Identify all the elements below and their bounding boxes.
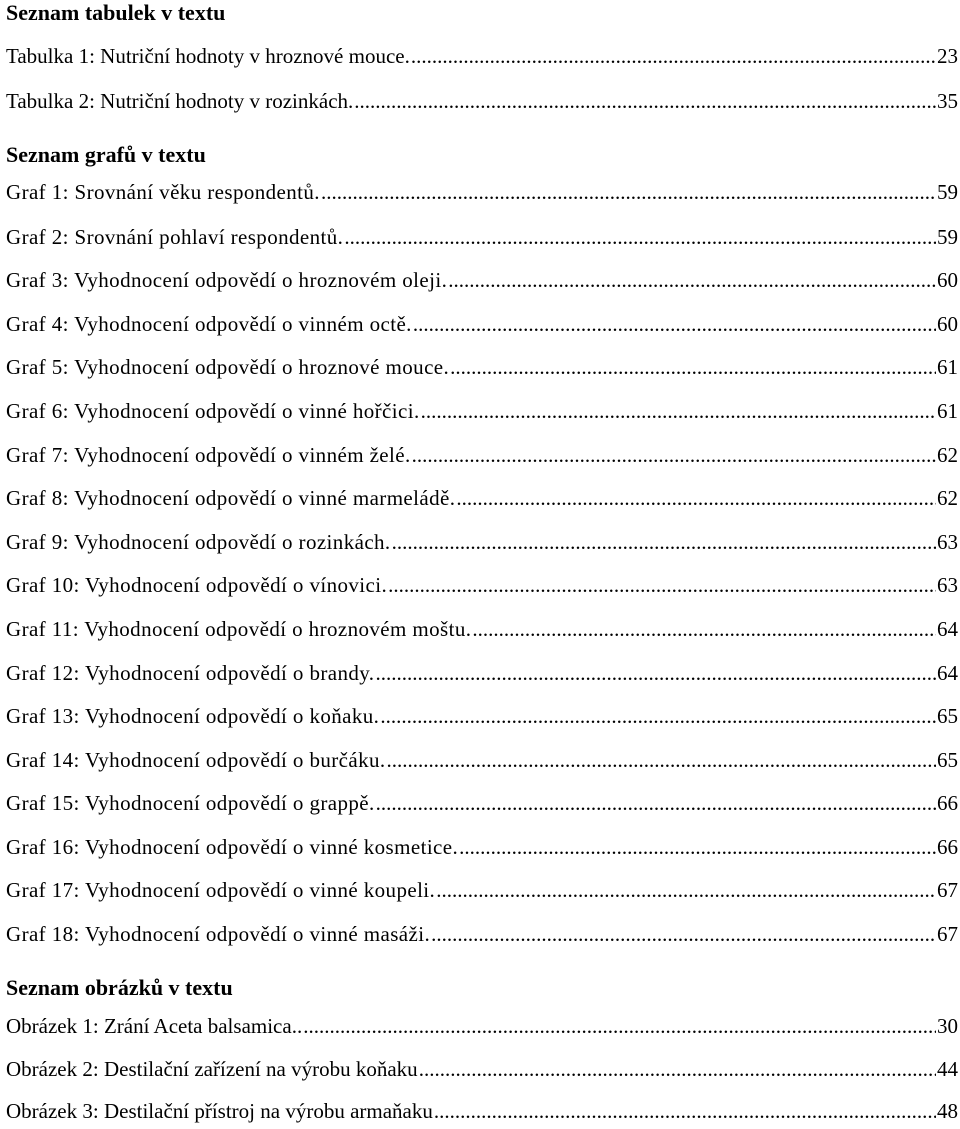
- toc-entry-table-1[interactable]: [6, 41, 958, 71]
- dot-leader: [376, 788, 936, 818]
- entry-label: Graf 2: Srovnání pohlaví respondentů.: [6, 225, 344, 249]
- toc-entry-graph-16[interactable]: [6, 832, 958, 862]
- toc-entry-graph-12[interactable]: [6, 658, 958, 688]
- page-number: 67: [937, 922, 958, 946]
- entry-label: Graf 14: Vyhodnocení odpovědí o burčáku.: [6, 748, 386, 772]
- page-number: 59: [937, 180, 958, 204]
- page-number: 63: [937, 573, 958, 597]
- page-number: 59: [937, 225, 958, 249]
- dot-leader: [472, 614, 936, 644]
- dot-leader: [434, 1096, 936, 1126]
- page-number: 63: [937, 530, 958, 554]
- toc-entry-graph-11[interactable]: [6, 614, 958, 644]
- entry-label: Graf 11: Vyhodnocení odpovědí o hroznovém moštu.: [6, 617, 472, 641]
- dot-leader: [456, 483, 936, 513]
- dot-leader: [431, 919, 936, 949]
- dot-leader: [387, 745, 936, 775]
- page-number: 60: [937, 268, 958, 292]
- toc-entry-graph-5[interactable]: [6, 352, 958, 382]
- dot-leader: [303, 1011, 936, 1041]
- page-number: 23: [937, 44, 958, 68]
- entry-label: Graf 18: Vyhodnocení odpovědí o vinné masáži.: [6, 922, 431, 946]
- page-number: 64: [937, 661, 958, 685]
- entry-label: Obrázek 1: Zrání Aceta balsamica..: [6, 1014, 303, 1038]
- tables-list-heading: Seznam tabulek v textu: [6, 0, 226, 25]
- entry-label: Graf 9: Vyhodnocení odpovědí o rozinkách.: [6, 530, 391, 554]
- page-number: 48: [937, 1099, 958, 1123]
- dot-leader: [380, 701, 936, 731]
- dot-leader: [448, 265, 936, 295]
- dot-leader: [392, 527, 936, 557]
- dot-leader: [419, 1054, 936, 1084]
- page-number: 64: [937, 617, 958, 641]
- entry-label: Graf 5: Vyhodnocení odpovědí o hroznové mouce.: [6, 355, 450, 379]
- toc-entry-graph-4[interactable]: [6, 309, 958, 339]
- page-number: 44: [937, 1057, 958, 1081]
- dot-leader: [344, 222, 936, 252]
- entry-label: Graf 12: Vyhodnocení odpovědí o brandy.: [6, 661, 375, 685]
- page-number: 65: [937, 748, 958, 772]
- page-number: 61: [937, 355, 958, 379]
- dot-leader: [412, 440, 936, 470]
- entry-label: Graf 8: Vyhodnocení odpovědí o vinné marmeládě.: [6, 486, 456, 510]
- page-number: 61: [937, 399, 958, 423]
- images-list-heading: Seznam obrázků v textu: [6, 975, 233, 1000]
- toc-entry-graph-9[interactable]: [6, 527, 958, 557]
- toc-entry-graph-18[interactable]: [6, 919, 958, 949]
- page-number: 66: [937, 835, 958, 859]
- toc-entry-graph-14[interactable]: [6, 745, 958, 775]
- entry-label: Graf 10: Vyhodnocení odpovědí o vínovici.: [6, 573, 388, 597]
- entry-label: Graf 3: Vyhodnocení odpovědí o hroznovém oleji.: [6, 268, 448, 292]
- page-number: 66: [937, 791, 958, 815]
- toc-entry-graph-10[interactable]: [6, 570, 958, 600]
- dot-leader: [413, 309, 936, 339]
- entry-label: Graf 15: Vyhodnocení odpovědí o grappě.: [6, 791, 375, 815]
- toc-entry-graph-8[interactable]: [6, 483, 958, 513]
- dot-leader: [321, 177, 936, 207]
- dot-leader: [388, 570, 936, 600]
- graphs-list-heading: Seznam grafů v textu: [6, 142, 206, 167]
- dot-leader: [411, 41, 936, 71]
- toc-entry-graph-15[interactable]: [6, 788, 958, 818]
- toc-entry-graph-7[interactable]: [6, 440, 958, 470]
- entry-label: Tabulka 2: Nutriční hodnoty v rozinkách.: [6, 89, 354, 113]
- page-number: 65: [937, 704, 958, 728]
- entry-label: Graf 16: Vyhodnocení odpovědí o vinné kosmetice.: [6, 835, 459, 859]
- toc-entry-graph-3[interactable]: [6, 265, 958, 295]
- toc-entry-table-2[interactable]: [6, 86, 958, 116]
- toc-entry-graph-17[interactable]: [6, 875, 958, 905]
- toc-entry-graph-13[interactable]: [6, 701, 958, 731]
- entry-label: Obrázek 3: Destilační přístroj na výrobu armaňaku: [6, 1099, 433, 1123]
- toc-entry-image-2[interactable]: [6, 1054, 958, 1084]
- page-number: 67: [937, 878, 958, 902]
- entry-label: Graf 1: Srovnání věku respondentů.: [6, 180, 320, 204]
- dot-leader: [375, 658, 936, 688]
- entry-label: Tabulka 1: Nutriční hodnoty v hroznové mouce.: [6, 44, 410, 68]
- page-number: 30: [937, 1014, 958, 1038]
- entry-label: Obrázek 2: Destilační zařízení na výrobu koňaku: [6, 1057, 418, 1081]
- toc-entry-graph-6[interactable]: [6, 396, 958, 426]
- toc-entry-image-3[interactable]: [6, 1096, 958, 1126]
- page-number: 35: [937, 89, 958, 113]
- toc-entry-image-1[interactable]: [6, 1011, 958, 1041]
- entry-label: Graf 7: Vyhodnocení odpovědí o vinném želé.: [6, 443, 411, 467]
- entry-label: Graf 13: Vyhodnocení odpovědí o koňaku.: [6, 704, 380, 728]
- dot-leader: [354, 86, 936, 116]
- entry-label: Graf 4: Vyhodnocení odpovědí o vinném octě.: [6, 312, 412, 336]
- toc-entry-graph-1[interactable]: [6, 177, 958, 207]
- entry-label: Graf 17: Vyhodnocení odpovědí o vinné koupeli.: [6, 878, 436, 902]
- dot-leader: [450, 352, 936, 382]
- page-number: 60: [937, 312, 958, 336]
- entry-label: Graf 6: Vyhodnocení odpovědí o vinné hořčici.: [6, 399, 420, 423]
- page-number: 62: [937, 486, 958, 510]
- dot-leader: [436, 875, 936, 905]
- dot-leader: [421, 396, 936, 426]
- dot-leader: [459, 832, 936, 862]
- toc-entry-graph-2[interactable]: [6, 222, 958, 252]
- page-number: 62: [937, 443, 958, 467]
